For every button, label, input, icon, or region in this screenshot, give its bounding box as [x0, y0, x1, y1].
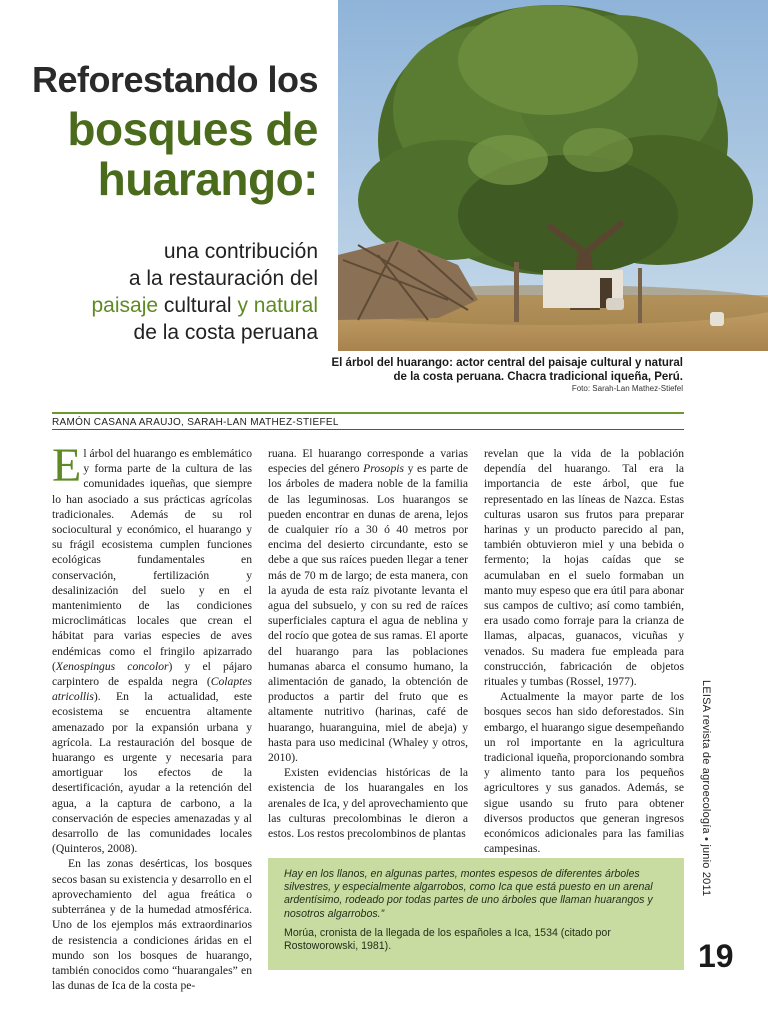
paragraph: revelan que la vida de la población dependía del huarango. Tal era la importancia de este árbol, que fue representado en las líneas de Nazca. Estas culturas usaron sus frutos para preparar harinas y un producto parecido al pan, también obtuvieron miel y una bebida o fermento; la hojas caídas que se acumulaban en el suelo formaban un manto muy espeso que era útil para abonar sus campos de cultivo; así como también, era usado como forraje para la crianza de llamas, alpacas, guanacos, vicuñas y venados. Su madera fue empleada para construcción, fabricación de objetos rituales y tumbas (Rossel, 1977).	[484, 447, 684, 689]
photo-credit: Foto: Sarah-Lan Mathez-Stiefel	[571, 384, 683, 393]
paragraph: Actualmente la mayor parte de los bosques secos han sido deforestados. Sin embargo, el huarango sigue desempeñando un rol importante en la agricultura tradicional iqueña, proporcionando sombra y alimento tanto para los pequeños agricultores y sus ganados. Además, se sigue usando su fruto para obtener diversos productos que generan ingresos económicos adicionales para las familias campesinas.	[484, 690, 684, 856]
text-run: ruana. El huarango corresponde a varias especies del género	[268, 447, 468, 476]
quote-source: Morúa, cronista de la llegada de los españoles a Ica, 1534 (citado por Rostoworowski, 1981).	[284, 926, 611, 953]
species-name: Xenospingus concolor	[55, 659, 169, 673]
subtitle-line-3	[91, 292, 318, 319]
paragraph	[52, 439, 252, 856]
body-column-1	[52, 439, 252, 993]
quote-text: Hay en los llanos, en algunas partes, montes espesos de diferentes árboles silvestres, y especialmente algarrobos, como Ica que está puesto en un arenal ardentísimo, rodeado por todas partes de uno árboles que llaman huarangos y nosotros algarrobos.”	[284, 868, 653, 920]
subtitle-line-4: de la costa peruana	[133, 321, 318, 344]
paragraph	[268, 446, 468, 765]
subtitle-line-2: a la restauración del	[128, 267, 318, 290]
quote-box	[268, 858, 684, 970]
text-run: y es parte de los árboles de madera noble de la familia de las leguminosas. Los huarangos se pueden encontrar en dunas de arena, lejos de cualquier río a 30 ó 40 metros por encima del desierto circundante, esto se debe a que sus raíces pueden llegar a tener más de 70 m de largo; de esta manera, con la ayuda de esta raíz pivotante levanta el agua del subsuelo, y con su red de raíces superficiales captura el agua de neblina y del rocío que gotea de sus ramas. El aporte del huarango para las poblaciones humanas abarca el consumo humano, la alimentación de ganado, la obtención de productos a partir del fruto que es altamente nutritivo (harinas, café de huarango, huaranguina, miel de abeja) y hasta para uso medicinal (Whaley y otros, 2010).	[268, 462, 468, 765]
species-name: Colaptes atricollis	[52, 675, 252, 704]
title-line-3: huarango:	[97, 153, 318, 205]
page-number: 19	[698, 938, 734, 974]
article-subtitle	[91, 238, 318, 346]
article-title	[31, 59, 318, 205]
text-run: l árbol del huarango es emblemático y forma parte de la cultura de las comunidades iqueñas, que siempre lo han asociado a sus prácticas agrícolas tradicionales. Además de su rol sociocultural y económico, el huarango y su frágil ecosistema cumplen funciones ecológicas fundamentales en conservación, fertilización y desalinización del suelo y en el mantenimiento de las condiciones microclimáticas locales que crean el hábitat para varias especies de aves endémicas como el fringilo apizarrado (	[52, 447, 252, 673]
huarango-tree-photo	[338, 0, 768, 351]
drop-cap: E	[52, 439, 82, 492]
subtitle-word-natural: natural	[253, 294, 318, 317]
text-run: ) y el pájaro carpintero de espalda negra (	[52, 659, 252, 689]
authors-rule-bottom	[52, 429, 684, 430]
journal-sidebar-text: LEISA revista de agroecología • junio 2011	[700, 680, 712, 897]
body-column-3	[484, 446, 684, 856]
authors-rule-top	[52, 412, 684, 414]
text-run: ). En la actualidad, este ecosistema se encuentra altamente amenazado por la expansión urbana y agrícola. La restauración del bosque de huarango es urgente y necesaria para amortiguar los efectos de la desertificación, ayudar a la retención del agua, a la captura de carbono, a la conservación de especies amenazadas y al desarrollo de las comunidades locales (Quinteros, 2008).	[52, 690, 252, 856]
photo-caption: El árbol del huarango: actor central del paisaje cultural y natural de la costa peruana. Chacra tradicional iqueña, Perú.	[331, 357, 683, 383]
paragraph: Existen evidencias históricas de la existencia de los huarangales en los arenales de Ica, y del aprovechamiento que las culturas precolombinas le dieron a estos. Los restos precolombinos de plantas	[268, 766, 468, 841]
subtitle-word-paisaje: paisaje	[91, 294, 159, 317]
title-line-1: Reforestando los	[31, 59, 318, 100]
title-line-2: bosques de	[67, 103, 318, 155]
paragraph: En las zonas desérticas, los bosques secos basan su existencia y desarrollo en el aprovechamiento del agua freática o subterránea y de la humedad atmosférica. Uno de los ejemplos más extraordinarios de resistencia a condiciones áridas en el mundo son los bosques de huarango, también conocidos como “huarangales” en las dunas de Ica de la costa pe-	[52, 857, 252, 993]
subtitle-word-y: y	[237, 294, 248, 317]
subtitle-line-1: una contribución	[163, 240, 318, 263]
journal-sidebar	[700, 680, 726, 910]
genus-name: Prosopis	[363, 462, 404, 476]
body-column-2	[268, 446, 468, 841]
authors-line: RAMÓN CASANA ARAUJO, SARAH-LAN MATHEZ-STIEFEL	[52, 417, 339, 428]
subtitle-word-cultural: cultural	[163, 294, 232, 317]
